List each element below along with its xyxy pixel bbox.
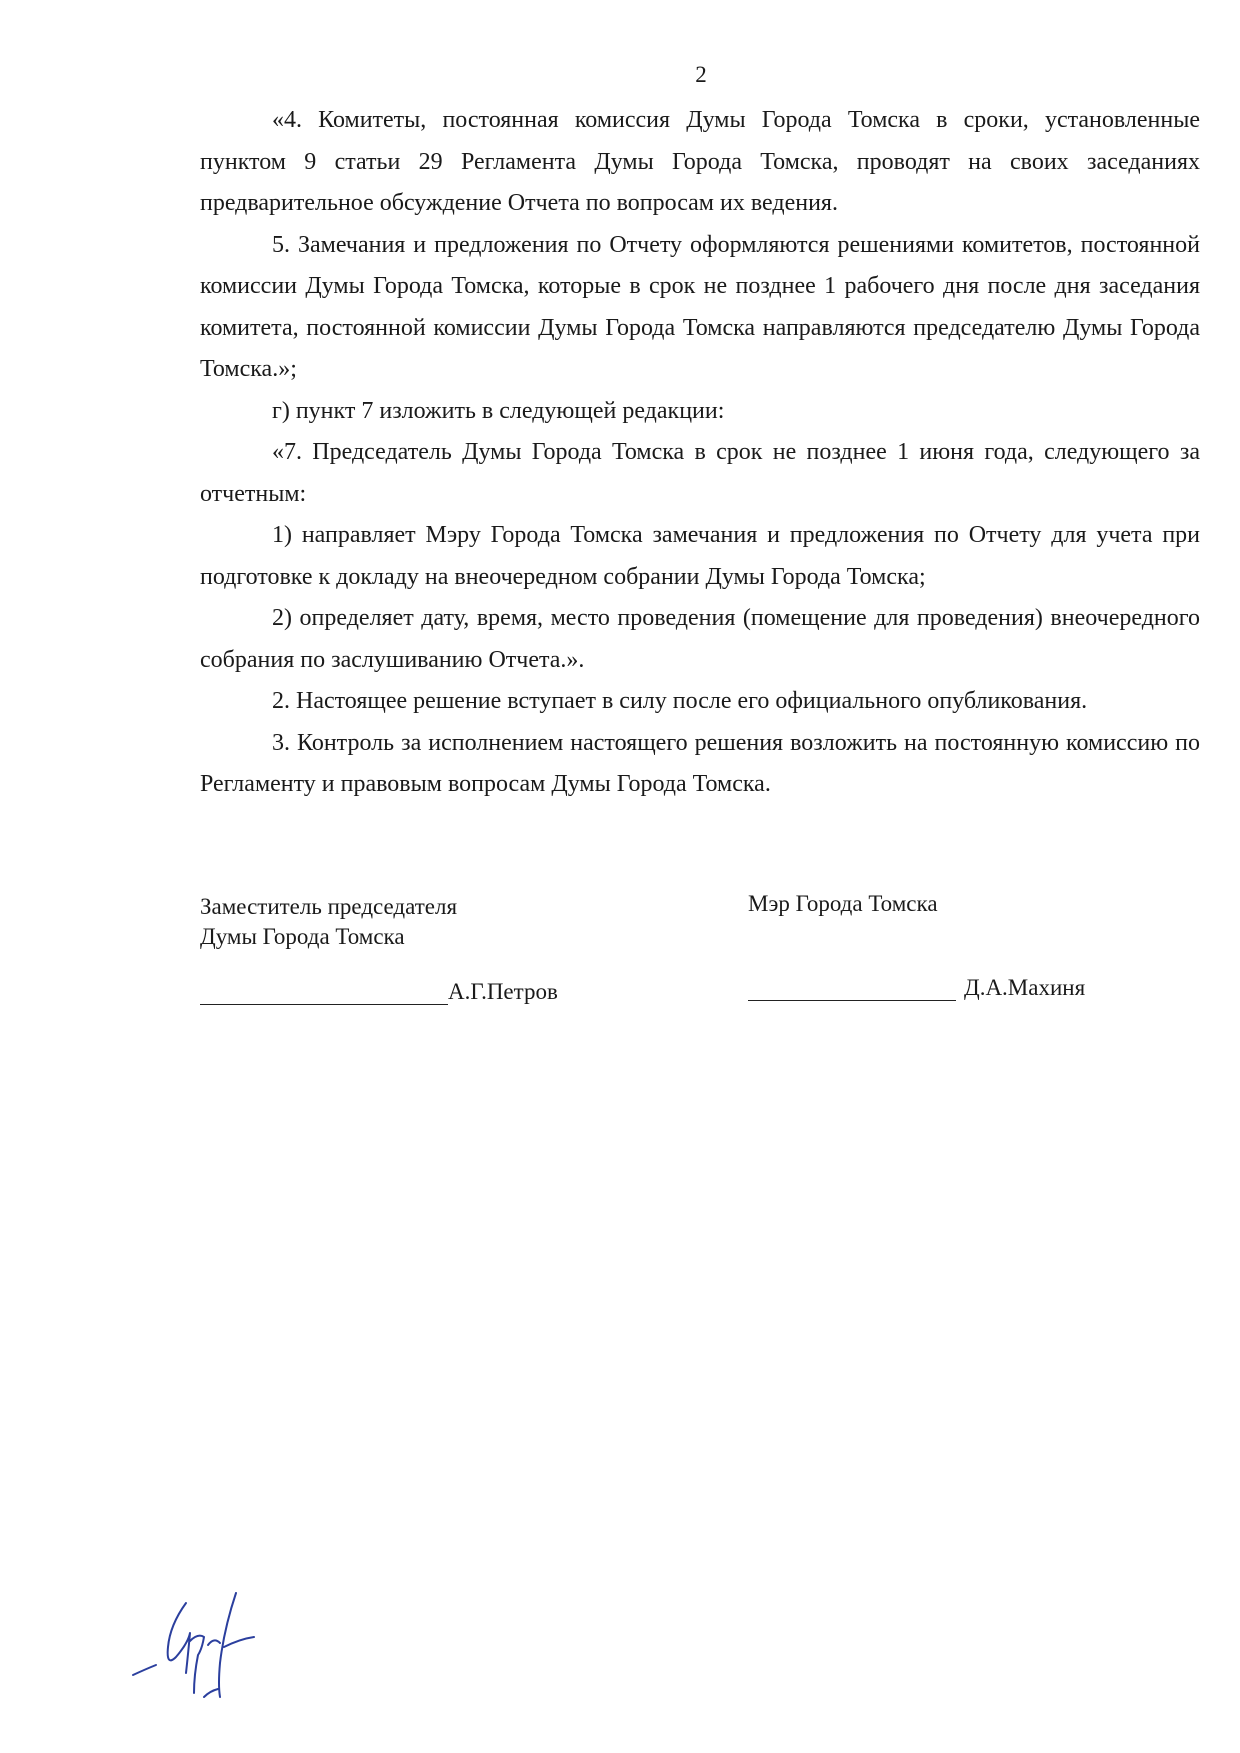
paragraph-clause-2: 2. Настоящее решение вступает в силу после его официального опубликования. bbox=[272, 688, 1088, 714]
signatory-name-right: Д.А.Махиня bbox=[964, 975, 1086, 1000]
signature-line-right bbox=[748, 974, 1085, 1001]
page-number: 2 bbox=[695, 62, 707, 87]
signature-title-line-1: Заместитель председателя bbox=[200, 894, 458, 919]
paragraph-amendment-7: «7. Председатель Думы Города Томска в срок не позднее 1 июня года, следующего за отчетным: bbox=[200, 439, 1200, 507]
paragraph-amendment-5: 5. Замечания и предложения по Отчету оформляются решениями комитетов, постоянной комиссии Думы Города Томска, которые в срок не позднее 1 рабочего дня после дня заседания комитета, постоянной комиссии Думы Города Томска направляются председателю Думы Города Томска.»; bbox=[200, 231, 1200, 382]
paragraph-clause-3: 3. Контроль за исполнением настоящего решения возложить на постоянную комиссию по Регламенту и правовым вопросам Думы Города Томска. bbox=[200, 729, 1200, 797]
paragraph-subitem-1: 1) направляет Мэру Города Томска замечания и предложения по Отчету для учета при подготовке к докладу на внеочередном собрании Думы Города Томска; bbox=[200, 522, 1200, 590]
signature-title-line-2: Думы Города Томска bbox=[200, 924, 405, 949]
signature-line-left bbox=[200, 978, 558, 1005]
signature-block-mayor bbox=[748, 889, 938, 919]
paragraph-subitem-2: 2) определяет дату, время, место проведения (помещение для проведения) внеочередного собрания по заслушиванию Отчета.». bbox=[200, 605, 1200, 673]
handwritten-initials bbox=[128, 1585, 278, 1710]
paragraph-amendment-4: «4. Комитеты, постоянная комиссия Думы Города Томска в сроки, установленные пунктом 9 статьи 29 Регламента Думы Города Томска, проводят на своих заседаниях предварительное обсуждение Отчета по вопросам их ведения. bbox=[200, 107, 1200, 216]
signatory-name-left: А.Г.Петров bbox=[448, 979, 558, 1004]
signature-underline bbox=[748, 974, 956, 1001]
signature-underline bbox=[200, 978, 448, 1005]
signature-block-deputy-chairman bbox=[200, 892, 457, 952]
signature-title-mayor: Мэр Города Томска bbox=[748, 891, 938, 916]
document-body bbox=[200, 100, 1200, 806]
paragraph-item-g: г) пункт 7 изложить в следующей редакции: bbox=[272, 397, 725, 424]
